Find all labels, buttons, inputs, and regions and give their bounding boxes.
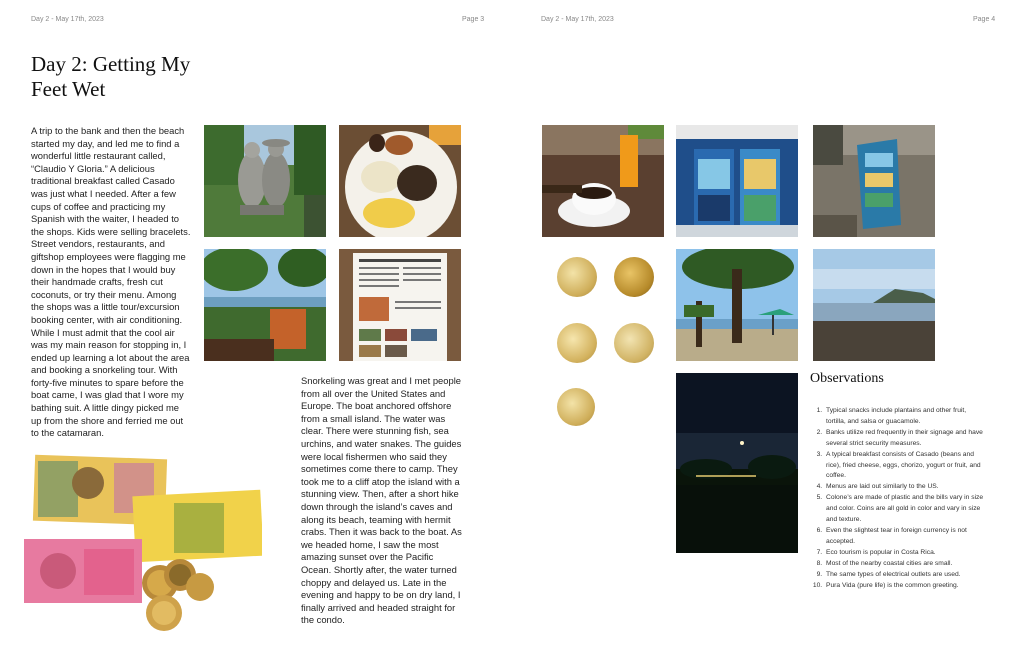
- breakfast-plate-photo: [339, 125, 461, 237]
- menu-photo: [339, 249, 461, 361]
- list-item: 7. Eco tourism is popular in Costa Rica.: [824, 548, 984, 559]
- page-number: Page 4: [973, 16, 996, 23]
- page-header-date: Day 2 - May 17th, 2023: [541, 16, 614, 23]
- coin-25-colones: [557, 388, 595, 426]
- page-title: Day 2: Getting My Feet Wet: [31, 52, 191, 101]
- list-item: 10. Pura Vida (pure life) is the common greeting.: [824, 581, 984, 592]
- page-number: Page 3: [462, 16, 485, 23]
- coin-50-colones: [557, 323, 597, 363]
- coin-100-colones: [557, 257, 597, 297]
- list-item: 2. Banks utilize red frequently in their signage and have several strict security measures.: [824, 428, 984, 450]
- coin-500-colones: [614, 257, 654, 297]
- list-item: 4. Menus are laid out similarly to the US.: [824, 482, 984, 493]
- list-item: 5. Colone’s are made of plastic and the bills vary in size and color. Coins are all gold in color and vary in size and texture.: [824, 493, 984, 526]
- night-sky-photo: [676, 373, 798, 553]
- currency-collage: [24, 453, 262, 633]
- list-item: 1. Typical snacks include plantains and other fruit, tortilla, and salsa or guacamole.: [824, 406, 984, 428]
- beach-deck-photo: [204, 249, 326, 361]
- statue-photo: [204, 125, 326, 237]
- coffee-photo: [542, 125, 664, 237]
- tour-booking-office-photo: [676, 125, 798, 237]
- observations-heading: Observations: [810, 371, 884, 386]
- snorkeling-paragraph: Snorkeling was great and I met people from all over the United States and Europe. The boat anchored offshore from a small island. The water was clear. There were stunning fish, sea urchins, and water snakes. The guides were local fishermen who said they sometimes come there to camp. They took me to a cliff atop the island with a stunning view. Then, after a short hike down through the island’s caves and along its beach, teaming with hermit crabs. Then it was back to the boat. As we headed home, I saw the most amazing sunset over the Pacific Ocean. Shortly after, the water turned choppy and delayed us. Late in the evening and happy to be on dry land, I finally arrived and headed straight for the condo.: [301, 375, 462, 626]
- observations-list: [812, 406, 984, 591]
- ocean-view-photo: [813, 249, 935, 361]
- intro-paragraph: A trip to the bank and then the beach started my day, and led me to find a wonderful little restaurant called, “Claudio Y Gloria.” A delicious traditional breakfast called Casado was just what I needed. After a few cups of coffee and practicing my Spanish with the waiter, I headed to the shops. Kids were selling bracelets. Street vendors, restaurants, and giftshop employees were flagging me down in the hopes that I would buy their handmade crafts, fresh cut coconuts, or try their menu. Among the shops was a little tour/excursion booking center, with air conditioning. While I must admit that the cool air was my main reason for stopping in, I ended up learning a lot about the area and booking a snorkeling tour. With forty-five minutes to spare before the boat came, I was glad that I wore my bathing suit. A little dingy picked me up from the shore and ferried me out to the catamaran.: [31, 125, 191, 439]
- list-item: 3. A typical breakfast consists of Casado (beans and rice), fried cheese, eggs, chorizo, yogurt or fruit, and coffee.: [824, 450, 984, 483]
- right-page: [512, 0, 1024, 662]
- page-header-date: Day 2 - May 17th, 2023: [31, 16, 104, 23]
- street-sign-photo: [813, 125, 935, 237]
- beach-tree-photo: [676, 249, 798, 361]
- coin-coat-of-arms: [614, 323, 654, 363]
- list-item: 6. Even the slightest tear in foreign currency is not accepted.: [824, 526, 984, 548]
- list-item: 9. The same types of electrical outlets are used.: [824, 570, 984, 581]
- list-item: 8. Most of the nearby coastal cities are small.: [824, 559, 984, 570]
